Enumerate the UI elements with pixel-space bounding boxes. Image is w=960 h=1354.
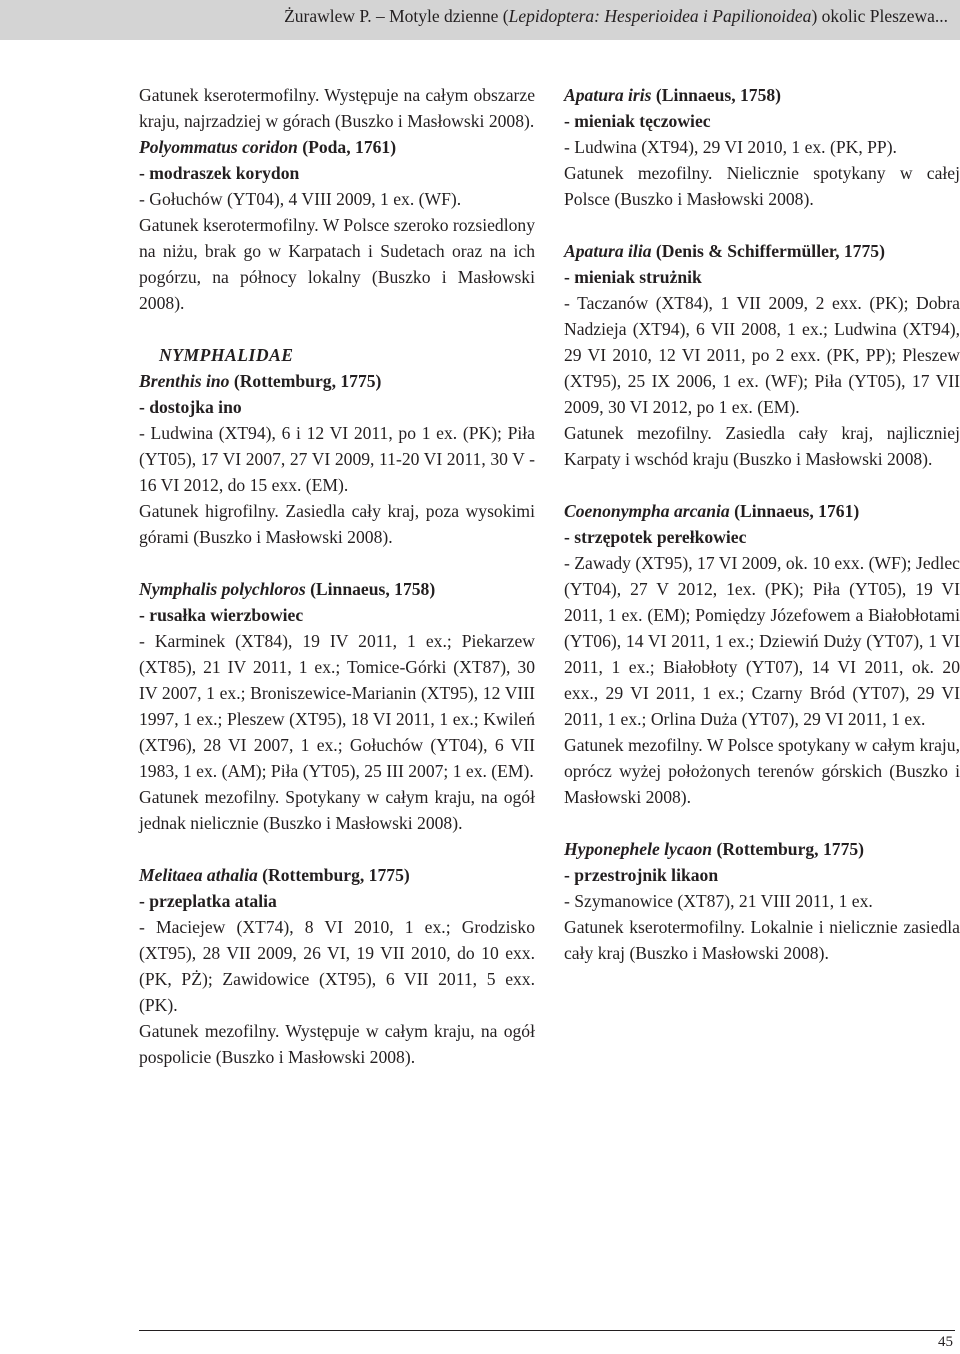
common-name: - mieniak strużnik — [564, 267, 702, 287]
species-notes: Gatunek kserotermofilny. Lokalnie i nielicznie zasiedla cały kraj (Buszko i Masłowski 2008). — [564, 917, 960, 963]
species-author: (Poda, 1761) — [297, 137, 397, 157]
species-name: Coenonympha arcania — [564, 501, 730, 521]
species-heading — [564, 836, 960, 862]
right-column — [564, 82, 960, 992]
species-entry — [139, 862, 535, 1070]
species-author: (Rottemburg, 1775) — [712, 839, 865, 859]
page-number: 45 — [938, 1334, 953, 1350]
species-author: (Linnaeus, 1758) — [651, 85, 782, 105]
species-records: - Ludwina (XT94), 29 VI 2010, 1 ex. (PK, PP). — [564, 137, 897, 157]
species-records: - Szymanowice (XT87), 21 VIII 2011, 1 ex. — [564, 891, 873, 911]
species-entry — [564, 498, 960, 810]
species-entry — [564, 82, 960, 212]
common-name: - przeplatka atalia — [139, 891, 277, 911]
species-name: Nymphalis polychloros — [139, 579, 306, 599]
species-heading — [139, 576, 535, 602]
species-records: - Ludwina (XT94), 6 i 12 VI 2011, po 1 ex. (PK); Piła (YT05), 17 VI 2007, 27 VI 2009, 11-20 VI 2011, 30 V - 16 VI 2012, do 15 exx. (EM). — [139, 423, 535, 495]
species-heading — [564, 238, 960, 264]
species-records: - Taczanów (XT84), 1 VII 2009, 2 exx. (PK); Dobra Nadzieja (XT94), 6 VII 2008, 1 ex.; Ludwina (XT94), 29 VI 2010, 12 VI 2011, po 2 exx. (PK, PP); Pleszew (XT95), 25 IX 2006, 1 ex. (WF); Piła (YT05), 17 VII 2009, 30 VI 2012, po 1 ex. (EM). — [564, 293, 960, 417]
species-notes: Gatunek mezofilny. Zasiedla cały kraj, najliczniej Karpaty i wschód kraju (Buszko i Masłowski 2008). — [564, 423, 960, 469]
footer-rule — [139, 1330, 955, 1331]
species-author: (Linnaeus, 1758) — [305, 579, 436, 599]
species-name: Polyommatus coridon — [139, 137, 298, 157]
running-header — [0, 0, 960, 40]
species-notes: Gatunek mezofilny. W Polsce spotykany w całym kraju, oprócz wyżej położonych terenów górskich (Buszko i Masłowski 2008). — [564, 735, 960, 807]
species-records: - Maciejew (XT74), 8 VI 2010, 1 ex.; Grodzisko (XT95), 28 VII 2009, 26 VI, 19 VII 2010, do 10 exx. (PK, PŻ); Zawidowice (XT95), 6 VII 2011, 5 exx. (PK). — [139, 917, 535, 1015]
common-name: - dostojka ino — [139, 397, 242, 417]
species-heading — [139, 862, 535, 888]
left-column — [139, 82, 535, 1096]
species-author: (Linnaeus, 1761) — [729, 501, 860, 521]
common-name: - strzępotek perełkowiec — [564, 527, 747, 547]
species-notes: Gatunek mezofilny. Spotykany w całym kraju, na ogół jednak nielicznie (Buszko i Masłowski 2008). — [139, 787, 535, 833]
species-entry — [139, 576, 535, 836]
species-name: Apatura iris — [564, 85, 652, 105]
family-heading: NYMPHALIDAE — [159, 345, 294, 365]
species-heading — [564, 498, 960, 524]
species-entry — [564, 238, 960, 472]
common-name: - przestrojnik likaon — [564, 865, 719, 885]
species-author: (Denis & Schiffermüller, 1775) — [651, 241, 885, 261]
species-name: Hyponephele lycaon — [564, 839, 713, 859]
species-entry — [564, 836, 960, 966]
common-name: - mieniak tęczowiec — [564, 111, 711, 131]
species-notes: Gatunek mezofilny. Występuje w całym kraju, na ogół pospolicie (Buszko i Masłowski 2008). — [139, 1021, 535, 1067]
species-name: Apatura ilia — [564, 241, 652, 261]
species-heading — [564, 82, 960, 108]
species-entry — [139, 134, 535, 316]
running-header-title: Żurawlew P. – Motyle dzienne (Lepidoptera: Hesperioidea i Papilionoidea) okolic Pleszewa... — [284, 6, 948, 26]
header-taxa: Lepidoptera: Hesperioidea i Papilionoidea — [508, 6, 812, 26]
species-name: Brenthis ino — [139, 371, 230, 391]
species-notes: Gatunek higrofilny. Zasiedla cały kraj, poza wysokimi górami (Buszko i Masłowski 2008). — [139, 501, 535, 547]
species-notes: Gatunek mezofilny. Nielicznie spotykany w całej Polsce (Buszko i Masłowski 2008). — [564, 163, 960, 209]
species-notes: Gatunek kserotermofilny. W Polsce szeroko rozsiedlony na niżu, brak go w Karpatach i Sudetach oraz na ich pogórzu, na północy lokalny (Buszko i Masłowski 2008). — [139, 215, 535, 313]
species-author: (Rottemburg, 1775) — [257, 865, 410, 885]
common-name: - modraszek korydon — [139, 163, 300, 183]
species-name: Melitaea athalia — [139, 865, 258, 885]
intro-paragraph: Gatunek kserotermofilny. Występuje na całym obszarze kraju, najrzadziej w górach (Buszko i Masłowski 2008). — [139, 85, 535, 131]
species-author: (Rottemburg, 1775) — [229, 371, 382, 391]
species-records: - Zawady (XT95), 17 VI 2009, ok. 10 exx. (WF); Jedlec (YT04), 27 V 2012, 1ex. (PK); Piła (YT05), 19 VI 2011, 1 ex. (EM); Pomiędzy Józefowem a Białobłotami (YT06), 14 VI 2011, 1 ex.; Dziewiń Duży (YT07), 1 VI 2011, 1 ex.; Białobłoty (YT07), 14 VI 2011, ok. 20 exx., 29 VI 2011, 1 ex.; Czarny Bród (YT07), 29 VI 2011, 1 ex.; Orlina Duża (YT07), 29 VI 2011, 1 ex. — [564, 553, 960, 729]
species-records: - Gołuchów (YT04), 4 VIII 2009, 1 ex. (WF). — [139, 189, 462, 209]
species-heading — [139, 368, 535, 394]
species-entry — [139, 368, 535, 550]
species-heading — [139, 134, 535, 160]
species-records: - Karminek (XT84), 19 IV 2011, 1 ex.; Piekarzew (XT85), 21 IV 2011, 1 ex.; Tomice-Górki (XT87), 30 IV 2007, 1 ex.; Broniszewice-Marianin (XT95), 12 VIII 1997, 1 ex.; Pleszew (XT95), 18 VI 2011, 1 ex.; Kwileń (XT96), 28 VI 2007, 1 ex.; Gołuchów (YT04), 6 VII 1983, 1 ex. (AM); Piła (YT05), 25 III 2007; 1 ex. (EM). — [139, 631, 535, 781]
common-name: - rusałka wierzbowiec — [139, 605, 304, 625]
